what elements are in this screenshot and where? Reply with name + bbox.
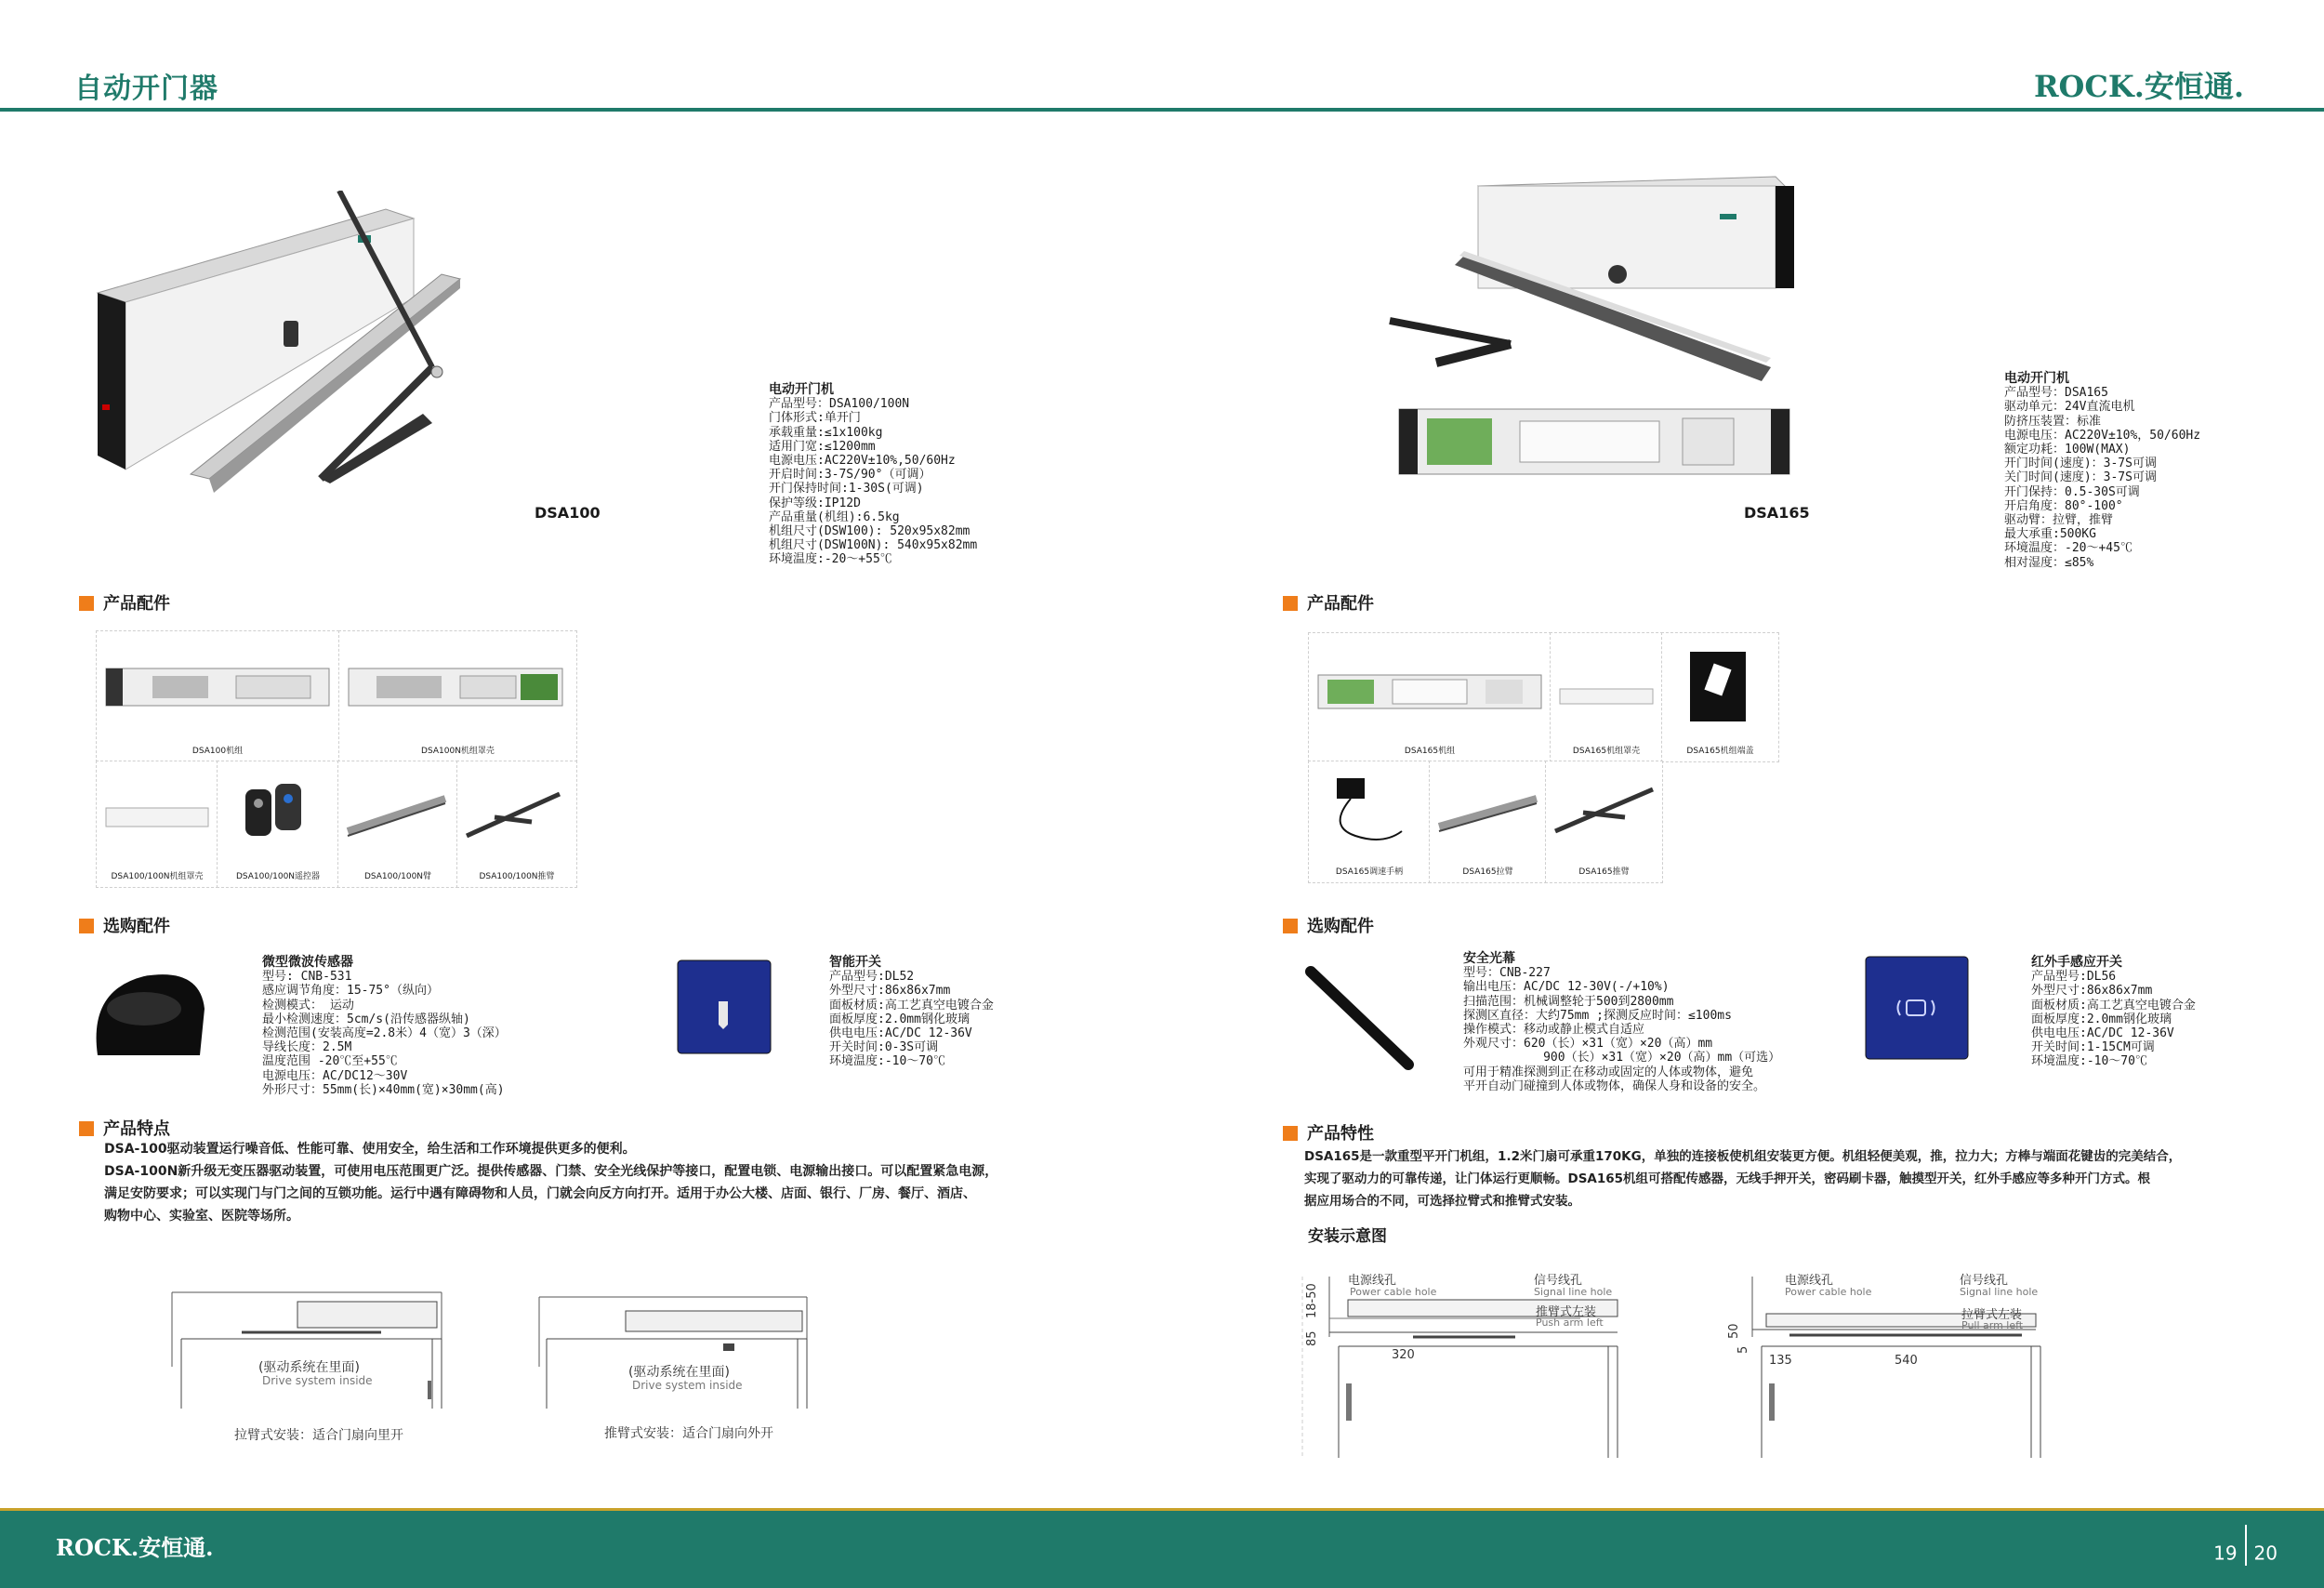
section-title: 选购配件 xyxy=(103,917,170,936)
spec-line: 开门保持时间:1-30S(可调) xyxy=(769,482,924,496)
microwave-sensor-spec xyxy=(262,956,507,1097)
section-marker xyxy=(79,596,94,611)
spec-line: 产品型号:DL52 xyxy=(829,970,915,985)
spec-line: 防挤压装置：标准 xyxy=(2004,414,2102,429)
part-thumb xyxy=(1429,761,1547,883)
dsa165-product-image xyxy=(1380,172,1827,488)
spec-line: 环境温度:-10～70℃ xyxy=(829,1054,945,1069)
part-thumb xyxy=(456,761,577,888)
dsa165-caption: DSA165 xyxy=(1744,504,1810,522)
dim-label: 50 xyxy=(1727,1323,1741,1339)
feature-line: 满足安防要求；可以实现门与门之间的互锁功能。运行中遇有障碍物和人员，门就会向反方向打开。适用于办公大楼、店面、银行、厂房、餐厅、酒店、 xyxy=(104,1186,976,1201)
spec-line: 面板材质:高工艺真空电镀合金 xyxy=(829,998,994,1012)
spec-line: 机组尺寸(DSW100N): 540x95x82mm xyxy=(769,538,978,553)
diagram-inside-cn: (驱动系统在里面) xyxy=(258,1360,360,1375)
footer-logo: ROCK.安恒通. xyxy=(56,1534,214,1561)
spec-line: 900（长）×31（宽）×20（高）mm（可选） xyxy=(1463,1051,1781,1065)
smart-switch-spec xyxy=(829,956,994,1069)
spec-line: 面板厚度:2.0mm钢化玻璃 xyxy=(829,1012,970,1026)
power-hole-label: 电源线孔 xyxy=(1348,1274,1397,1288)
section-features-left xyxy=(79,1116,170,1140)
page-number-right: 20 xyxy=(2253,1542,2278,1565)
page-divider xyxy=(2245,1525,2247,1566)
part-thumb xyxy=(1661,632,1779,762)
spec-line: 操作模式：移动或静止模式自适应 xyxy=(1463,1023,1645,1038)
section-title: 产品配件 xyxy=(103,594,170,614)
dim-label: 18-50 xyxy=(1305,1283,1319,1318)
spec-line: 相对湿度：≤85% xyxy=(2004,555,2094,570)
spec-line: 探测区直径：大约75mm ;探测反应时间：≤100ms xyxy=(1463,1008,1732,1023)
option-title: 红外手感应开关 xyxy=(2031,955,2122,970)
spec-line: 保护等级:IP12D xyxy=(769,496,861,510)
section-options-right xyxy=(1283,913,1374,937)
spec-line: 面板材质:高工艺真空电镀合金 xyxy=(2031,998,2196,1012)
option-title: 智能开关 xyxy=(829,955,881,970)
spec-line: 开启角度：80°-100° xyxy=(2004,498,2123,513)
infrared-switch-spec xyxy=(2031,956,2196,1069)
part-thumb xyxy=(338,630,577,762)
section-marker xyxy=(1283,596,1298,611)
section-marker xyxy=(1283,1126,1298,1141)
page-numbers xyxy=(2213,1534,2278,1575)
part-caption: DSA165拉臂 xyxy=(1462,867,1513,877)
spec-line: 型号: CNB-531 xyxy=(262,970,352,985)
dsa100-caption: DSA100 xyxy=(535,504,601,522)
spec-line: 扫描范围：机械调整轮于500到2800mm xyxy=(1463,994,1674,1009)
spec-line: 环境温度:-20～+55℃ xyxy=(769,552,892,567)
power-hole-label-en: Power cable hole xyxy=(1350,1286,1437,1298)
diagram-inside-en: Drive system inside xyxy=(632,1379,743,1392)
dim-label: 5 xyxy=(1736,1345,1750,1354)
part-caption: DSA165机组 xyxy=(1404,747,1456,756)
feature-line: 据应用场合的不同，可选择拉臂式和推臂式安装。 xyxy=(1304,1194,1580,1209)
spec-line: 面板厚度:2.0mm钢化玻璃 xyxy=(2031,1012,2172,1026)
feature-line: DSA-100驱动装置运行噪音低、性能可靠、使用安全，给生活和工作环境提供更多的便利。 xyxy=(104,1142,636,1157)
spec-line: 产品型号：DSA165 xyxy=(2004,386,2108,401)
spec-line: 型号：CNB-227 xyxy=(1463,966,1551,981)
part-thumb xyxy=(1550,632,1663,762)
part-image xyxy=(1551,633,1662,735)
features-paragraph-right xyxy=(1304,1145,2181,1212)
page-number-left: 19 xyxy=(2213,1542,2238,1565)
spec-line: 供电电压:AC/DC 12-36V xyxy=(2031,1026,2174,1041)
spec-line: 最大承重:500KG xyxy=(2004,527,2096,542)
part-image xyxy=(339,631,576,734)
dsa100-spec-list xyxy=(769,383,977,567)
spec-line: 电源电压：AC/DC12～30V xyxy=(262,1068,408,1083)
spec-line: 产品重量(机组):6.5kg xyxy=(769,509,900,524)
spec-line: 驱动单元：24V直流电机 xyxy=(2004,400,2135,415)
power-hole-label-en: Power cable hole xyxy=(1785,1286,1872,1298)
spec-line: 关门时间(速度)：3-7S可调 xyxy=(2004,470,2157,485)
diagram-caption: 推臂式安装：适合门扇向外开 xyxy=(604,1426,773,1441)
spec-line: 适用门宽:≤1200mm xyxy=(769,439,876,454)
section-marker xyxy=(79,919,94,933)
spec-line: 外形尺寸：55mm(长)×40mm(宽)×30mm(高) xyxy=(262,1082,505,1097)
feature-line: DSA-100N新升级无变压器驱动装置，可使用电压范围更广泛。提供传感器、门禁、安全光线保护等接口，配置电锁、电源输出接口。可以配置紧急电源， xyxy=(104,1164,998,1179)
spec-line: 平开自动门碰撞到人体或物体，确保人身和设备的安全。 xyxy=(1463,1079,1766,1093)
dim-label: 320 xyxy=(1392,1348,1415,1362)
page-title: 自动开门器 xyxy=(74,73,218,105)
part-thumb xyxy=(337,761,458,888)
spec-line: 最小检测速度：5cm/s(沿传感器纵轴) xyxy=(262,1012,470,1026)
spec-line: 额定功耗：100W(MAX) xyxy=(2004,443,2131,457)
spec-title: 电动开门机 xyxy=(2004,371,2069,386)
features-paragraph-left xyxy=(104,1138,997,1227)
footer-bar xyxy=(0,1511,2324,1588)
smart-switch-image xyxy=(677,959,772,1054)
diagram-inside-cn: (驱动系统在里面) xyxy=(628,1365,730,1380)
pull-arm-left-diagram xyxy=(1724,1272,2068,1467)
spec-line: 供电电压:AC/DC 12-36V xyxy=(829,1026,972,1041)
spec-line: 外型尺寸:86x86x7mm xyxy=(2031,984,2153,999)
end-cap-image xyxy=(1662,633,1778,735)
speed-handle-image xyxy=(1309,761,1430,854)
feature-line: 购物中心、实验室、医院等场所。 xyxy=(104,1209,299,1224)
part-caption: DSA165推臂 xyxy=(1578,867,1630,877)
microwave-sensor-image xyxy=(79,953,218,1083)
remote-image xyxy=(218,761,338,859)
part-caption: DSA100/100N推臂 xyxy=(479,872,555,881)
signal-hole-label: 信号线孔 xyxy=(1960,1274,2009,1288)
spec-line: 开门保持：0.5-30S可调 xyxy=(2004,484,2140,499)
power-hole-label: 电源线孔 xyxy=(1785,1274,1834,1288)
spec-line: 承载重量:≤1x100kg xyxy=(769,425,883,440)
section-marker xyxy=(79,1121,94,1136)
spec-line: 感应调节角度：15-75°（纵向） xyxy=(262,984,439,999)
spec-line: 机组尺寸(DSW100): 520x95x82mm xyxy=(769,524,971,539)
arm-type-label-en: Push arm left xyxy=(1536,1317,1604,1329)
spec-line: 产品型号:DL56 xyxy=(2031,970,2117,985)
part-image xyxy=(338,761,457,859)
diagram-inside-en: Drive system inside xyxy=(262,1374,373,1387)
spec-line: 环境温度：-20～+45℃ xyxy=(2004,541,2133,556)
spec-line: 温度范围 -20℃至+55℃ xyxy=(262,1054,398,1069)
light-curtain-spec xyxy=(1463,952,1780,1093)
install-title: 安装示意图 xyxy=(1308,1227,1387,1246)
part-thumb xyxy=(96,761,218,888)
signal-hole-label: 信号线孔 xyxy=(1534,1274,1583,1288)
diagram-caption: 拉臂式安装：适合门扇向里开 xyxy=(234,1428,403,1443)
spec-line: 开关时间:0-3S可调 xyxy=(829,1040,939,1055)
spec-line: 外观尺寸：620（长）×31（宽）×20（高）mm xyxy=(1463,1037,1713,1052)
part-caption: DSA165机组罩壳 xyxy=(1572,747,1641,756)
header-rule xyxy=(0,108,2324,112)
part-thumb xyxy=(1308,632,1552,762)
spec-line: 产品型号：DSA100/100N xyxy=(769,397,910,412)
dim-label: 135 xyxy=(1769,1354,1792,1368)
part-image xyxy=(1309,633,1551,735)
spec-line: 环境温度:-10～70℃ xyxy=(2031,1054,2147,1069)
spec-line: 驱动臂：拉臂，推臂 xyxy=(2004,513,2114,528)
spec-line: 输出电压：AC/DC 12-30V(-/+10%) xyxy=(1463,980,1670,995)
spec-title: 电动开门机 xyxy=(769,382,834,397)
part-image xyxy=(97,631,338,734)
safety-light-curtain-image xyxy=(1297,958,1427,1079)
section-title: 产品特性 xyxy=(1307,1124,1374,1144)
part-image xyxy=(1546,761,1662,854)
option-title: 安全光幕 xyxy=(1463,951,1515,966)
part-image xyxy=(1430,761,1546,854)
brand-logo: ROCK.安恒通. xyxy=(2033,69,2244,104)
spec-line: 导线长度：2.5M xyxy=(262,1040,352,1055)
spec-line: 可用于精准探测到正在移动或固定的人体或物体，避免 xyxy=(1463,1065,1754,1079)
part-image xyxy=(457,761,576,859)
spec-line: 开启时间:3-7S/90°（可调） xyxy=(769,468,931,483)
infrared-switch-image xyxy=(1865,956,1969,1060)
dim-label: 85 xyxy=(1305,1330,1319,1346)
section-marker xyxy=(1283,919,1298,933)
dsa165-spec-list xyxy=(2004,372,2200,570)
spec-line: 电源电压:AC220V±10%,50/60Hz xyxy=(769,454,956,469)
spec-line: 开关时间:1-15CM可调 xyxy=(2031,1040,2155,1055)
spec-line: 电源电压：AC220V±10%，50/60Hz xyxy=(2004,428,2201,443)
part-caption: DSA100/100N臂 xyxy=(363,872,432,881)
feature-line: 实现了驱动力的可靠传递，让门体运行更顺畅。DSA165机组可搭配传感器，无线手押开关，密码刷卡器，触摸型开关，红外手感应等多种开门方式。根 xyxy=(1304,1171,2151,1186)
spec-line: 开门时间(速度)：3-7S可调 xyxy=(2004,457,2157,471)
dim-label: 540 xyxy=(1895,1354,1918,1368)
part-thumb xyxy=(96,630,339,762)
section-title: 产品特点 xyxy=(103,1119,170,1139)
part-caption: DSA100N机组罩壳 xyxy=(421,747,495,756)
section-parts-left xyxy=(79,590,170,615)
part-caption: DSA100机组 xyxy=(191,747,244,756)
part-thumb xyxy=(1545,761,1663,883)
section-features-right xyxy=(1283,1120,1374,1145)
signal-hole-label-en: Signal line hole xyxy=(1534,1286,1613,1298)
spec-line: 外型尺寸:86x86x7mm xyxy=(829,984,951,999)
option-title: 微型微波传感器 xyxy=(262,955,353,970)
arm-type-label: 推臂式左装 xyxy=(1536,1305,1597,1319)
part-caption: DSA165机组端盖 xyxy=(1686,747,1754,756)
feature-line: DSA165是一款重型平开门机组，1.2米门扇可承重170KG，单独的连接板使机组安装更方便。机组轻便美观，推，拉力大；方棒与端面花键齿的完美结合， xyxy=(1304,1149,2182,1164)
part-caption: DSA165调速手柄 xyxy=(1335,867,1404,877)
part-caption: DSA100/100N遥控器 xyxy=(235,872,321,881)
arm-type-label: 拉臂式左装 xyxy=(1961,1308,2023,1322)
dsa100-product-image xyxy=(88,191,507,497)
part-image xyxy=(97,761,218,859)
part-thumb xyxy=(1308,761,1431,883)
arm-type-label-en: Pull arm left xyxy=(1961,1319,2024,1331)
spec-line: 检测模式： 运动 xyxy=(262,998,354,1012)
section-title: 选购配件 xyxy=(1307,917,1374,936)
section-options-left xyxy=(79,913,170,937)
section-parts-right xyxy=(1283,590,1374,615)
signal-hole-label-en: Signal line hole xyxy=(1960,1286,2039,1298)
section-title: 产品配件 xyxy=(1307,594,1374,614)
spec-line: 门体形式:单开门 xyxy=(769,411,861,426)
spec-line: 检测范围(安装高度=2.8米）4（宽）3（深） xyxy=(262,1026,507,1041)
part-thumb xyxy=(217,761,339,888)
part-caption: DSA100/100N机组罩壳 xyxy=(111,872,204,881)
